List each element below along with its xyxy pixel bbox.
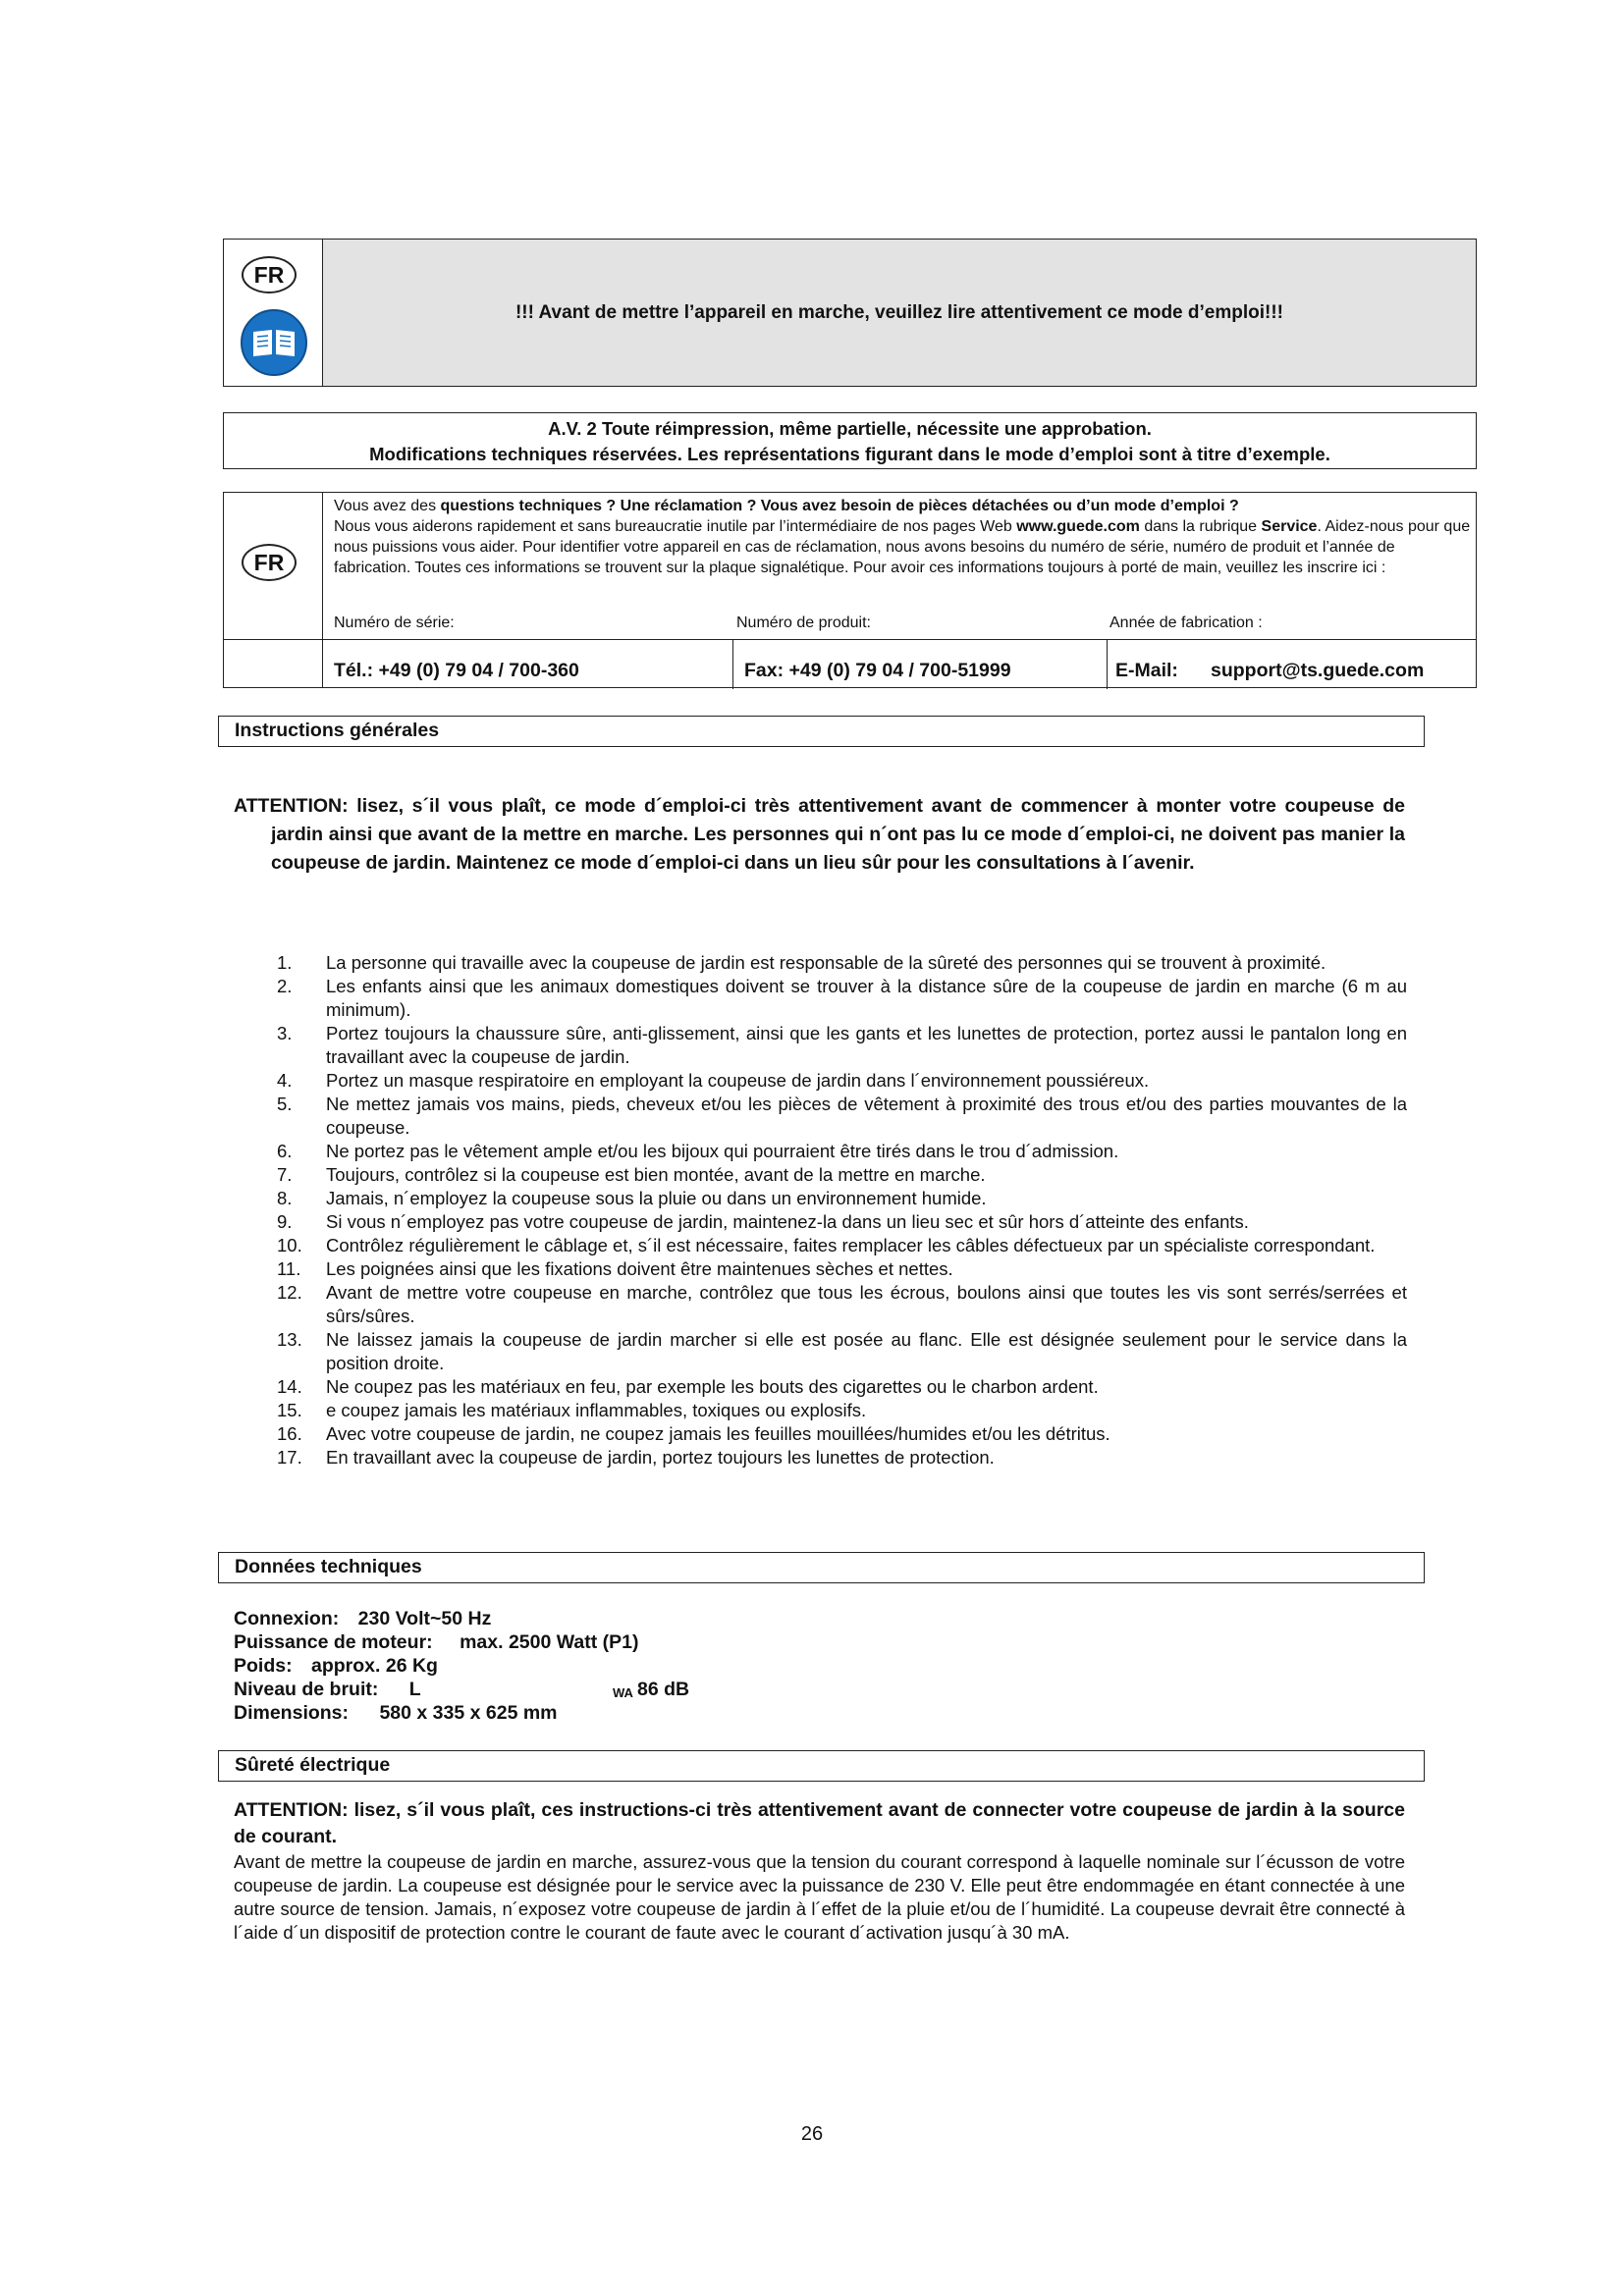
divider: [732, 639, 733, 689]
website-link[interactable]: www.guede.com: [1016, 518, 1140, 535]
list-item-text: Les enfants ainsi que les animaux domestiques doivent se trouver à la distance sûre de la coupeuse de jardin en marche (6 m au minimum).: [326, 976, 1407, 1020]
list-item: [277, 1281, 1407, 1328]
list-item: [277, 1446, 1407, 1469]
power-label: Puissance de moteur:: [234, 1631, 433, 1653]
list-item-text: Avec votre coupeuse de jardin, ne coupez jamais les feuilles mouillées/humides et/ou les détritus.: [326, 1423, 1110, 1444]
list-item-text: e coupez jamais les matériaux inflammables, toxiques ou explosifs.: [326, 1400, 867, 1420]
list-item-text: Jamais, n´employez la coupeuse sous la pluie ou dans un environnement humide.: [326, 1188, 987, 1208]
list-item: [277, 1328, 1407, 1375]
service-text: [334, 496, 1473, 578]
list-item: [277, 1163, 1407, 1187]
list-item-number: 2.: [277, 976, 293, 996]
list-item: [277, 1399, 1407, 1422]
divider: [1107, 639, 1108, 689]
list-item-text: En travaillant avec la coupeuse de jardin, portez toujours les lunettes de protection.: [326, 1447, 995, 1468]
fr-badge-service: FR: [242, 544, 297, 581]
dimensions-label: Dimensions:: [234, 1702, 350, 1724]
list-item-number: 10.: [277, 1235, 302, 1255]
list-item: [277, 1257, 1407, 1281]
list-item: [277, 1422, 1407, 1446]
list-item: [277, 951, 1407, 975]
noise-l: L: [408, 1679, 421, 1700]
list-item: [277, 1022, 1407, 1069]
list-item-number: 8.: [277, 1188, 293, 1208]
email-address[interactable]: support@ts.guede.com: [1211, 660, 1425, 681]
list-item-number: 4.: [277, 1070, 293, 1091]
list-item-text: Portez un masque respiratoire en employant la coupeuse de jardin dans l´environnement poussiéreux.: [326, 1070, 1150, 1091]
list-item-text: La personne qui travaille avec la coupeuse de jardin est responsable de la sûreté des personnes qui se trouvent à proximité.: [326, 952, 1326, 973]
list-item-number: 14.: [277, 1376, 302, 1397]
service-body-3: . Aidez-nous pour que nous puissions vous aider. Pour identifier votre appareil en cas de réclamation, nous avons besoins du numéro de série, numéro de produit et l’année de fabrication. Toutes ces informations se trouvent sur la plaque signalétique. Pour avoir ces informations toujours à porté de main, veuillez les inscrire ici :: [334, 518, 1471, 576]
year-label: Année de fabrication :: [1110, 614, 1263, 631]
list-item-text: Ne laissez jamais la coupeuse de jardin marcher si elle est posée au flanc. Elle est désignée seulement pour le service dans la position droite.: [326, 1329, 1407, 1373]
noise-subscript: WA: [613, 1685, 633, 1700]
list-item: [277, 975, 1407, 1022]
power-value: max. 2500 Watt (P1): [460, 1631, 639, 1653]
weight-label: Poids:: [234, 1655, 293, 1677]
instructions-list: [277, 951, 1407, 1469]
list-item-number: 7.: [277, 1164, 293, 1185]
service-body-2: dans la rubrique: [1139, 518, 1262, 535]
weight-value: approx. 26 Kg: [311, 1655, 438, 1677]
list-item-number: 15.: [277, 1400, 302, 1420]
serial-number-label: Numéro de série:: [334, 614, 455, 631]
email-label: E-Mail:: [1115, 660, 1178, 681]
service-body-1: Nous vous aiderons rapidement et sans bureaucratie inutile par l’intermédiaire de nos pages Web: [334, 518, 1017, 535]
fr-badge: FR: [242, 256, 297, 294]
list-item-number: 3.: [277, 1023, 293, 1043]
list-item-number: 1.: [277, 952, 293, 973]
electrical-text: [234, 1797, 1405, 1945]
telephone: Tél.: +49 (0) 79 04 / 700-360: [334, 660, 579, 681]
service-word: Service: [1261, 518, 1318, 535]
dimensions-value: 580 x 335 x 625 mm: [379, 1702, 558, 1724]
list-item-number: 16.: [277, 1423, 302, 1444]
section-electrical-safety: Sûreté électrique: [218, 1750, 1425, 1782]
list-item-number: 11.: [277, 1258, 301, 1279]
list-item: [277, 1093, 1407, 1140]
list-item-text: Ne mettez jamais vos mains, pieds, cheveux et/ou les pièces de vêtement à proximité des trous et/ou des parties mouvantes de la coupeuse.: [326, 1094, 1407, 1138]
list-item-text: Si vous n´employez pas votre coupeuse de jardin, maintenez-la dans un lieu sec et sûr hors d´atteinte des enfants.: [326, 1211, 1249, 1232]
section-technical-data: Données techniques: [218, 1552, 1425, 1583]
divider: [224, 639, 1476, 640]
reprint-notice: [223, 412, 1477, 469]
list-item-text: Les poignées ainsi que les fixations doivent être maintenues sèches et nettes.: [326, 1258, 953, 1279]
book-icon: [240, 308, 308, 377]
header-box: [223, 239, 1477, 387]
list-item-text: Avant de mettre votre coupeuse en marche, contrôlez que tous les écrous, boulons ainsi que toutes les vis sont serrés/serrées et sûrs/sûres.: [326, 1282, 1407, 1326]
service-questions: questions techniques ? Une réclamation ? Vous avez besoin de pièces détachées ou d’un mode d’emploi ?: [440, 498, 1239, 514]
product-number-label: Numéro de produit:: [736, 614, 871, 631]
page-number: 26: [800, 2123, 824, 2145]
fax: Fax: +49 (0) 79 04 / 700-51999: [744, 660, 1011, 681]
header-icon-column: [224, 240, 323, 386]
section-general-instructions: Instructions générales: [218, 716, 1425, 747]
list-item: [277, 1069, 1407, 1093]
service-icon-column: [224, 493, 323, 687]
reprint-line-2: Modifications techniques réservées. Les représentations figurant dans le mode d’emploi sont à titre d’exemple.: [369, 444, 1330, 464]
service-box: [223, 492, 1477, 688]
warning-banner: !!! Avant de mettre l’appareil en marche, veuillez lire attentivement ce mode d’emploi!!!: [323, 240, 1476, 386]
list-item-number: 9.: [277, 1211, 293, 1232]
list-item-number: 5.: [277, 1094, 293, 1114]
list-item: [277, 1210, 1407, 1234]
list-item-number: 12.: [277, 1282, 302, 1303]
list-item-number: 13.: [277, 1329, 302, 1350]
connexion-value: 230 Volt~50 Hz: [357, 1608, 492, 1629]
list-item-text: Contrôlez régulièrement le câblage et, s´il est nécessaire, faites remplacer les câbles défectueux par un spécialiste correspondant.: [326, 1235, 1376, 1255]
connexion-label: Connexion:: [234, 1608, 340, 1629]
list-item: [277, 1187, 1407, 1210]
list-item: [277, 1375, 1407, 1399]
list-item-text: Portez toujours la chaussure sûre, anti-glissement, ainsi que les gants et les lunettes de protection, portez aussi le pantalon long en travaillant avec la coupeuse de jardin.: [326, 1023, 1407, 1067]
electrical-attention: ATTENTION: lisez, s´il vous plaît, ces instructions-ci très attentivement avant de connecter votre coupeuse de jardin à la source de courant.: [234, 1799, 1405, 1847]
general-attention: ATTENTION: lisez, s´il vous plaît, ce mode d´emploi-ci très attentivement avant de commencer à monter votre coupeuse de jardin ainsi que avant de la mettre en marche. Les personnes qui n´ont pas lu ce mode d´emploi-ci, ne doivent pas manier la coupeuse de jardin. Maintenez ce mode d´emploi-ci dans un lieu sûr pour les consultations à l´avenir.: [234, 795, 1405, 874]
list-item-text: Ne portez pas le vêtement ample et/ou les bijoux qui pourraient être tirés dans le trou d´admission.: [326, 1141, 1119, 1161]
list-item-number: 17.: [277, 1447, 302, 1468]
service-intro: Vous avez des: [334, 498, 441, 514]
list-item-number: 6.: [277, 1141, 293, 1161]
list-item-text: Ne coupez pas les matériaux en feu, par exemple les bouts des cigarettes ou le charbon ardent.: [326, 1376, 1099, 1397]
reprint-line-1: A.V. 2 Toute réimpression, même partielle, nécessite une approbation.: [548, 418, 1152, 439]
list-item: [277, 1140, 1407, 1163]
technical-data: [234, 1607, 823, 1725]
list-item-text: Toujours, contrôlez si la coupeuse est bien montée, avant de la mettre en marche.: [326, 1164, 986, 1185]
noise-value: 86 dB: [637, 1679, 690, 1700]
electrical-body: Avant de mettre la coupeuse de jardin en marche, assurez-vous que la tension du courant correspond à laquelle nominale sur l´écusson de votre coupeuse de jardin. La coupeuse est désignée pour le service avec la puissance de 230 V. Elle peut être endommagée en étant connectée à une autre source de tension. Jamais, n´exposez votre coupeuse de jardin à l´effet de la pluie et/ou de l´humidité. La coupeuse devrait être connecté à l´aide d´un dispositif de protection contre le courant de faute avec le courant d´activation jusqu´à 30 mA.: [234, 1851, 1405, 1943]
list-item: [277, 1234, 1407, 1257]
noise-label: Niveau de bruit:: [234, 1679, 379, 1700]
